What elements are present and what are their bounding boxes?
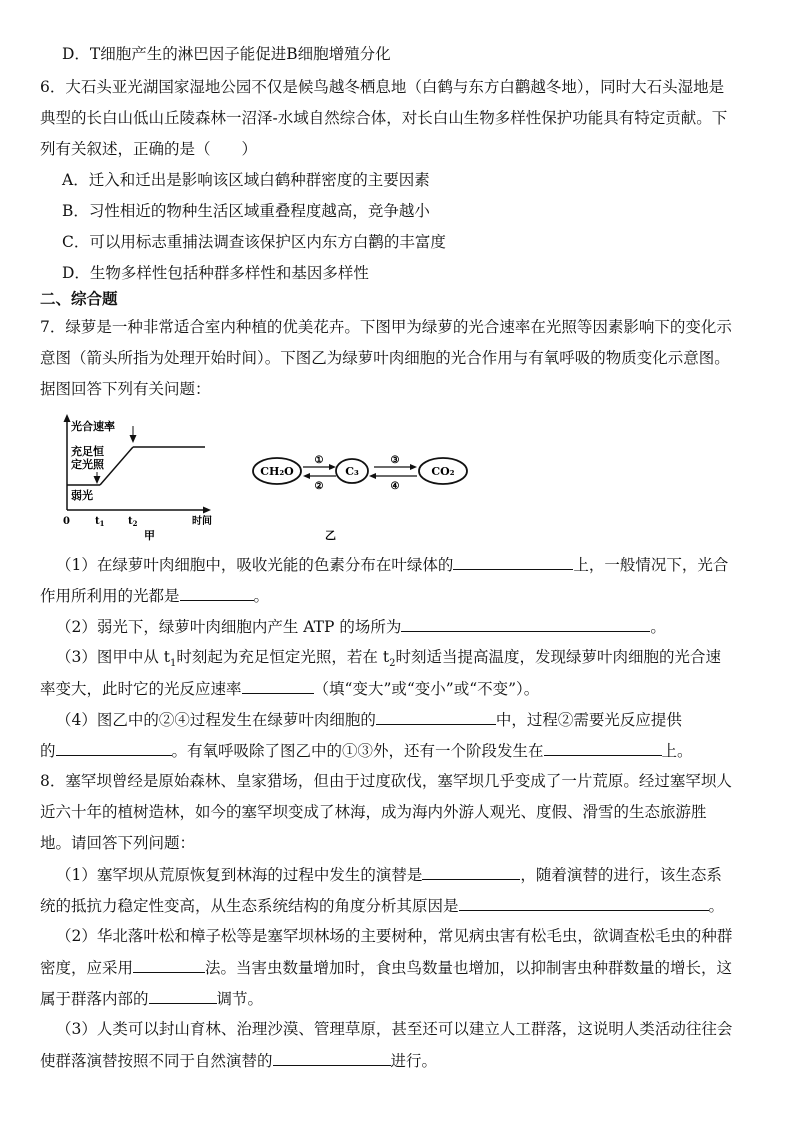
q7-part1-line2: 作用所利用的光都是 。 (40, 587, 270, 605)
fig-jia-t1-label: $t_1$ (95, 516, 105, 528)
fig-yi-arrow-1-head (329, 464, 336, 470)
q7-part2: （2）弱光下，绿萝叶肉细胞内产生 ATP 的场所为 。 (56, 618, 666, 636)
fig-yi-ch2o-label: CH₂O (260, 465, 294, 478)
fig-jia-annotation-1: 充足恒 (71, 445, 104, 458)
q6-option-d: D．生物多样性包括种群多样性和基因多样性 (62, 264, 369, 282)
fig-yi-c3-label: C₃ (345, 465, 359, 478)
answer-blank[interactable] (180, 585, 254, 601)
answer-blank[interactable] (459, 895, 709, 911)
q6-stem-line-3: 列有关叙述，正确的是（ ） (40, 140, 258, 158)
answer-blank[interactable] (242, 678, 314, 694)
fig-yi-caption: 乙 (325, 529, 336, 542)
q5-option-d: D．T细胞产生的淋巴因子能促进B细胞增殖分化 (62, 45, 391, 63)
fig-yi-step-1: ① (314, 455, 324, 466)
q8-part3-line2: 使群落演替按照不同于自然演替的 进行。 (40, 1052, 438, 1070)
fig-yi-arrow-3-head (410, 464, 417, 470)
answer-blank[interactable] (401, 616, 650, 632)
q6-option-b: B．习性相近的物种生活区域重叠程度越高，竞争越小 (62, 202, 430, 220)
fig-jia-ylabel: 光合速率 (71, 420, 115, 433)
fig-yi-arrow-4-head (369, 473, 376, 479)
fig-jia-t2-label: $t_2$ (128, 516, 138, 528)
q7-part1-line1: （1）在绿萝叶肉细胞中，吸收光能的色素分布在叶绿体的 上，一般情况下，光合 (56, 556, 729, 574)
section-heading: 二、综合题 (40, 290, 118, 308)
q6-option-a: A．迁入和迁出是影响该区域白鹤种群密度的主要因素 (62, 171, 430, 189)
fig-jia-weak-light-label: 弱光 (71, 489, 93, 502)
q8-part3-line1: （3）人类可以封山育林、治理沙漠、管理草原，甚至还可以建立人工群落，这说明人类活动往往会 (56, 1020, 733, 1038)
answer-blank[interactable] (453, 554, 573, 570)
figure-yi (253, 455, 467, 542)
fig-jia-rising-line (100, 447, 133, 485)
q7-part4-line2: 的 。有氧呼吸除了图乙中的①③外，还有一个阶段发生在 上。 (40, 742, 693, 760)
answer-blank[interactable] (422, 864, 520, 880)
q7-part3-line1: （3）图甲中从 $t_1$时刻起为充足恒定光照，若在 $t_2$时刻适当提高温度，发现绿萝叶肉细胞的光合速 (56, 648, 721, 670)
fig-yi-step-2: ② (314, 481, 324, 492)
q8-part1-line1: （1）塞罕坝从荒原恢复到林海的过程中发生的演替是 ，随着演替的进行，该生态系 (56, 866, 722, 884)
q6-option-c: C．可以用标志重捕法调查该保护区内东方白鹳的丰富度 (62, 233, 446, 251)
fig-jia-t1-marker-arrow (94, 476, 101, 484)
q8-part2-line3: 属于群落内部的 调节。 (40, 990, 264, 1008)
q7-figures (55, 412, 485, 542)
fig-yi-step-3: ③ (390, 455, 400, 466)
fig-jia-t2-marker-arrow (130, 435, 137, 443)
fig-jia-caption: 甲 (144, 529, 155, 542)
fig-jia-y-arrow (64, 414, 71, 422)
fig-jia-x-arrow (203, 507, 211, 514)
q8-part1-line2: 统的抵抗力稳定性变高，从生态系统结构的角度分析其原因是 。 (40, 897, 725, 915)
answer-blank[interactable] (376, 709, 496, 725)
q6-stem-line-1: 6．大石头亚光湖国家湿地公园不仅是候鸟越冬栖息地（白鹤与东方白鹳越冬地），同时大石头湿地是 (40, 78, 725, 96)
q8-part2-line1: （2）华北落叶松和樟子松等是塞罕坝林场的主要树种，常见病虫害有松毛虫，欲调查松毛虫的种群 (56, 927, 733, 945)
q8-stem-line-1: 8．塞罕坝曾经是原始森林、皇家猎场，但由于过度砍伐，塞罕坝几乎变成了一片荒原。经过塞罕坝人 (40, 772, 732, 790)
q7-stem-line-3: 据图回答下列有关问题： (40, 380, 211, 398)
answer-blank[interactable] (544, 740, 662, 756)
q6-stem-line-2: 典型的长白山低山丘陵森林一沼泽-水域自然综合体，对长白山生物多样性保护功能具有特定贡献。下 (40, 109, 728, 127)
q8-stem-line-2: 近六十年的植树造林，如今的塞罕坝变成了林海，成为海内外游人观光、度假、滑雪的生态旅游胜 (40, 803, 707, 821)
answer-blank[interactable] (273, 1050, 391, 1066)
fig-jia-origin: 0 (63, 516, 70, 527)
q7-stem-line-1: 7．绿萝是一种非常适合室内种植的优美花卉。下图甲为绿萝的光合速率在光照等因素影响下的变化示 (40, 318, 732, 336)
q8-part2-line2: 密度，应采用 法。当害虫数量增加时，食虫鸟数量也增加，以抑制害虫种群数量的增长，这 (40, 959, 733, 977)
answer-blank[interactable] (133, 957, 205, 973)
answer-blank[interactable] (149, 988, 217, 1004)
answer-blank[interactable] (56, 740, 172, 756)
q7-stem-line-2: 意图（箭头所指为处理开始时间）。下图乙为绿萝叶肉细胞的光合作用与有氧呼吸的物质变化示意图。 (40, 349, 730, 367)
fig-yi-co2-label: CO₂ (431, 465, 455, 478)
figure-jia (63, 414, 212, 542)
fig-jia-xlabel: 时间 (192, 516, 212, 527)
fig-jia-annotation-2: 定光照 (71, 458, 104, 471)
q7-part4-line1: （4）图乙中的②④过程发生在绿萝叶肉细胞的 中，过程②需要光反应提供 (56, 711, 682, 729)
q7-part3-line2: 率变大，此时它的光反应速率 （填“变大”或“变小”或“不变”）。 (40, 680, 540, 698)
q8-stem-line-3: 地。请回答下列问题： (40, 834, 196, 852)
fig-yi-arrow-2-head (303, 473, 310, 479)
fig-yi-step-4: ④ (390, 481, 400, 492)
